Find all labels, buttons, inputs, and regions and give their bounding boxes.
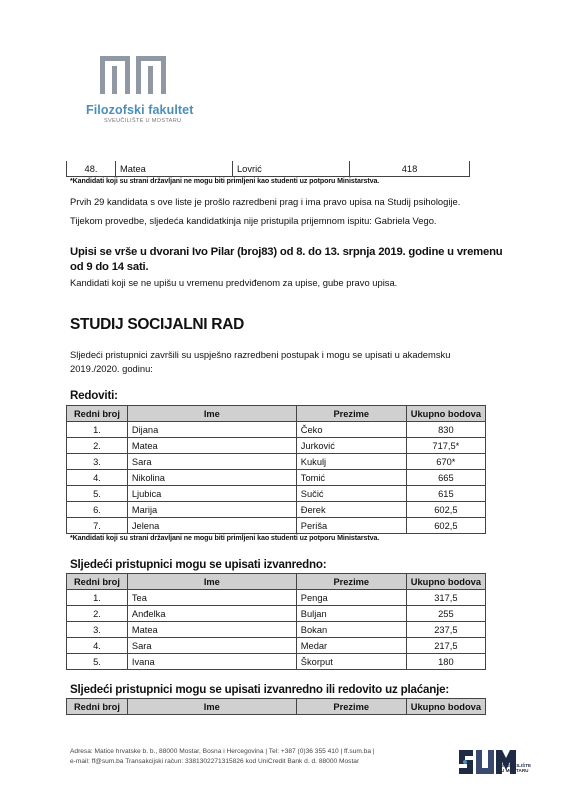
footer-address	[70, 747, 375, 767]
footer-line2: e-mail: ff@sum.ba Transakcijski račun: 3381302271315826 kod UniCredit Bank d. d. 88000 Mostar	[70, 758, 360, 765]
cell-points: 418	[350, 161, 470, 177]
table-row	[67, 622, 486, 638]
cell-last-name: Buljan	[296, 606, 406, 622]
header-points: Ukupno bodova	[406, 699, 485, 715]
header-last-name: Prezime	[296, 406, 406, 422]
cell-points: 602,5	[406, 502, 485, 518]
header-points: Ukupno bodova	[406, 574, 485, 590]
cell-first-name: Ljubica	[127, 486, 296, 502]
university-logo	[455, 742, 532, 782]
cell-points: 830	[406, 422, 485, 438]
paragraph-threshold: Prvih 29 kandidata s ove liste je prošlo razredbeni prag i ima pravo upisa na Studij psihologije.	[70, 196, 461, 207]
footer-line1: Adresa: Matice hrvatske b. b., 88000 Mostar, Bosna i Hercegovina | Tel: +387 (0)36 355 410 | ff.sum.ba |	[70, 748, 375, 755]
header-num: Redni broj	[67, 699, 128, 715]
enrollment-info-line2: od 9 do 14 sati.	[70, 261, 149, 273]
cell-num: 4.	[67, 638, 128, 654]
cell-points: 717,5*	[406, 438, 485, 454]
paid-title: Sljedeći pristupnici mogu se upisati izvanredno ili redovito uz plaćanje:	[70, 683, 450, 696]
cell-num: 2.	[67, 438, 128, 454]
intro-line1: Sljedeći pristupnici završili su uspješno razredbeni postupak i mogu se upisati u akademsku	[70, 349, 451, 360]
regular-students-table	[66, 405, 486, 534]
header-first-name: Ime	[127, 406, 296, 422]
cell-last-name: Tomić	[296, 470, 406, 486]
cell-first-name: Nikolina	[127, 470, 296, 486]
paragraph-absent: Tijekom provedbe, sljedeća kandidatkinja nije pristupila prijemnom ispitu: Gabriela Vego.	[70, 215, 437, 226]
cell-first-name: Dijana	[127, 422, 296, 438]
table-header-row	[67, 406, 486, 422]
cell-points: 217,5	[406, 638, 485, 654]
cell-first-name: Ivana	[127, 654, 296, 670]
parttime-title: Sljedeći pristupnici mogu se upisati izvanredno:	[70, 558, 327, 571]
header-num: Redni broj	[67, 574, 128, 590]
table-row	[67, 486, 486, 502]
paid-students-table	[66, 698, 486, 715]
table-row	[67, 606, 486, 622]
cell-last-name: Medar	[296, 638, 406, 654]
table-row	[67, 161, 470, 177]
header-last-name: Prezime	[296, 574, 406, 590]
cell-last-name: Kukulj	[296, 454, 406, 470]
cell-first-name: Matea	[127, 438, 296, 454]
table-row	[67, 502, 486, 518]
cell-points: 670*	[406, 454, 485, 470]
table-row	[67, 518, 486, 534]
table-header-row	[67, 699, 486, 715]
cell-points: 602,5	[406, 518, 485, 534]
cell-first-name: Anđelka	[127, 606, 296, 622]
cell-points: 615	[406, 486, 485, 502]
cell-num: 1.	[67, 422, 128, 438]
faculty-logo	[86, 56, 196, 124]
cell-last-name: Bokan	[296, 622, 406, 638]
intro-line2: 2019./2020. godinu:	[70, 363, 153, 374]
cell-points: 317,5	[406, 590, 485, 606]
continued-table	[66, 161, 470, 177]
cell-num: 5.	[67, 486, 128, 502]
cell-last-name: Jurković	[296, 438, 406, 454]
header-first-name: Ime	[127, 699, 296, 715]
cell-points: 180	[406, 654, 485, 670]
cell-last-name: Čeko	[296, 422, 406, 438]
cell-last-name: Đerek	[296, 502, 406, 518]
cell-last-name: Periša	[296, 518, 406, 534]
university-logo-text1: SVEUČILIŠTE	[501, 763, 532, 768]
table-row	[67, 422, 486, 438]
table-row	[67, 454, 486, 470]
cell-first-name: Sara	[127, 638, 296, 654]
cell-first-name: Matea	[116, 161, 233, 177]
section-title: STUDIJ SOCIJALNI RAD	[70, 316, 244, 333]
cell-first-name: Sara	[127, 454, 296, 470]
university-logo-icon	[455, 742, 525, 782]
cell-num: 3.	[67, 454, 128, 470]
foreign-candidates-note-2: *Kandidati koji su strani državljani ne mogu biti primljeni kao studenti uz potporu Ministarstva.	[70, 534, 380, 542]
cell-first-name: Jelena	[127, 518, 296, 534]
enrollment-note: Kandidati koji se ne upišu u vremenu predviđenom za upise, gube pravo upisa.	[70, 277, 398, 288]
cell-num: 5.	[67, 654, 128, 670]
header-first-name: Ime	[127, 574, 296, 590]
regular-title: Redoviti:	[70, 389, 118, 402]
foreign-candidates-note: *Kandidati koji su strani državljani ne mogu biti primljeni kao studenti uz potporu Ministarstva.	[70, 177, 380, 185]
cell-num: 1.	[67, 590, 128, 606]
cell-last-name: Škorput	[296, 654, 406, 670]
cell-num: 2.	[67, 606, 128, 622]
table-row	[67, 590, 486, 606]
cell-last-name: Sučić	[296, 486, 406, 502]
table-row	[67, 638, 486, 654]
cell-last-name: Lovrić	[233, 161, 350, 177]
university-logo-text2: U MOSTARU	[501, 768, 529, 773]
header-points: Ukupno bodova	[406, 406, 485, 422]
cell-first-name: Tea	[127, 590, 296, 606]
cell-num: 3.	[67, 622, 128, 638]
table-row	[67, 470, 486, 486]
table-header-row	[67, 574, 486, 590]
logo-subtitle: SVEUČILIŠTE U MOSTARU	[104, 118, 182, 124]
cell-points: 237,5	[406, 622, 485, 638]
table-row	[67, 438, 486, 454]
cell-num: 4.	[67, 470, 128, 486]
cell-num: 48.	[67, 161, 116, 177]
cell-last-name: Penga	[296, 590, 406, 606]
header-last-name: Prezime	[296, 699, 406, 715]
cell-num: 7.	[67, 518, 128, 534]
cell-num: 6.	[67, 502, 128, 518]
cell-first-name: Matea	[127, 622, 296, 638]
faculty-logo-icon	[98, 56, 168, 94]
header-num: Redni broj	[67, 406, 128, 422]
cell-points: 665	[406, 470, 485, 486]
cell-first-name: Marija	[127, 502, 296, 518]
cell-points: 255	[406, 606, 485, 622]
logo-title: Filozofski fakultet	[86, 103, 194, 117]
parttime-students-table	[66, 573, 486, 670]
table-row	[67, 654, 486, 670]
enrollment-info-line1: Upisi se vrše u dvorani Ivo Pilar (broj83) od 8. do 13. srpnja 2019. godine u vremenu	[70, 246, 503, 258]
